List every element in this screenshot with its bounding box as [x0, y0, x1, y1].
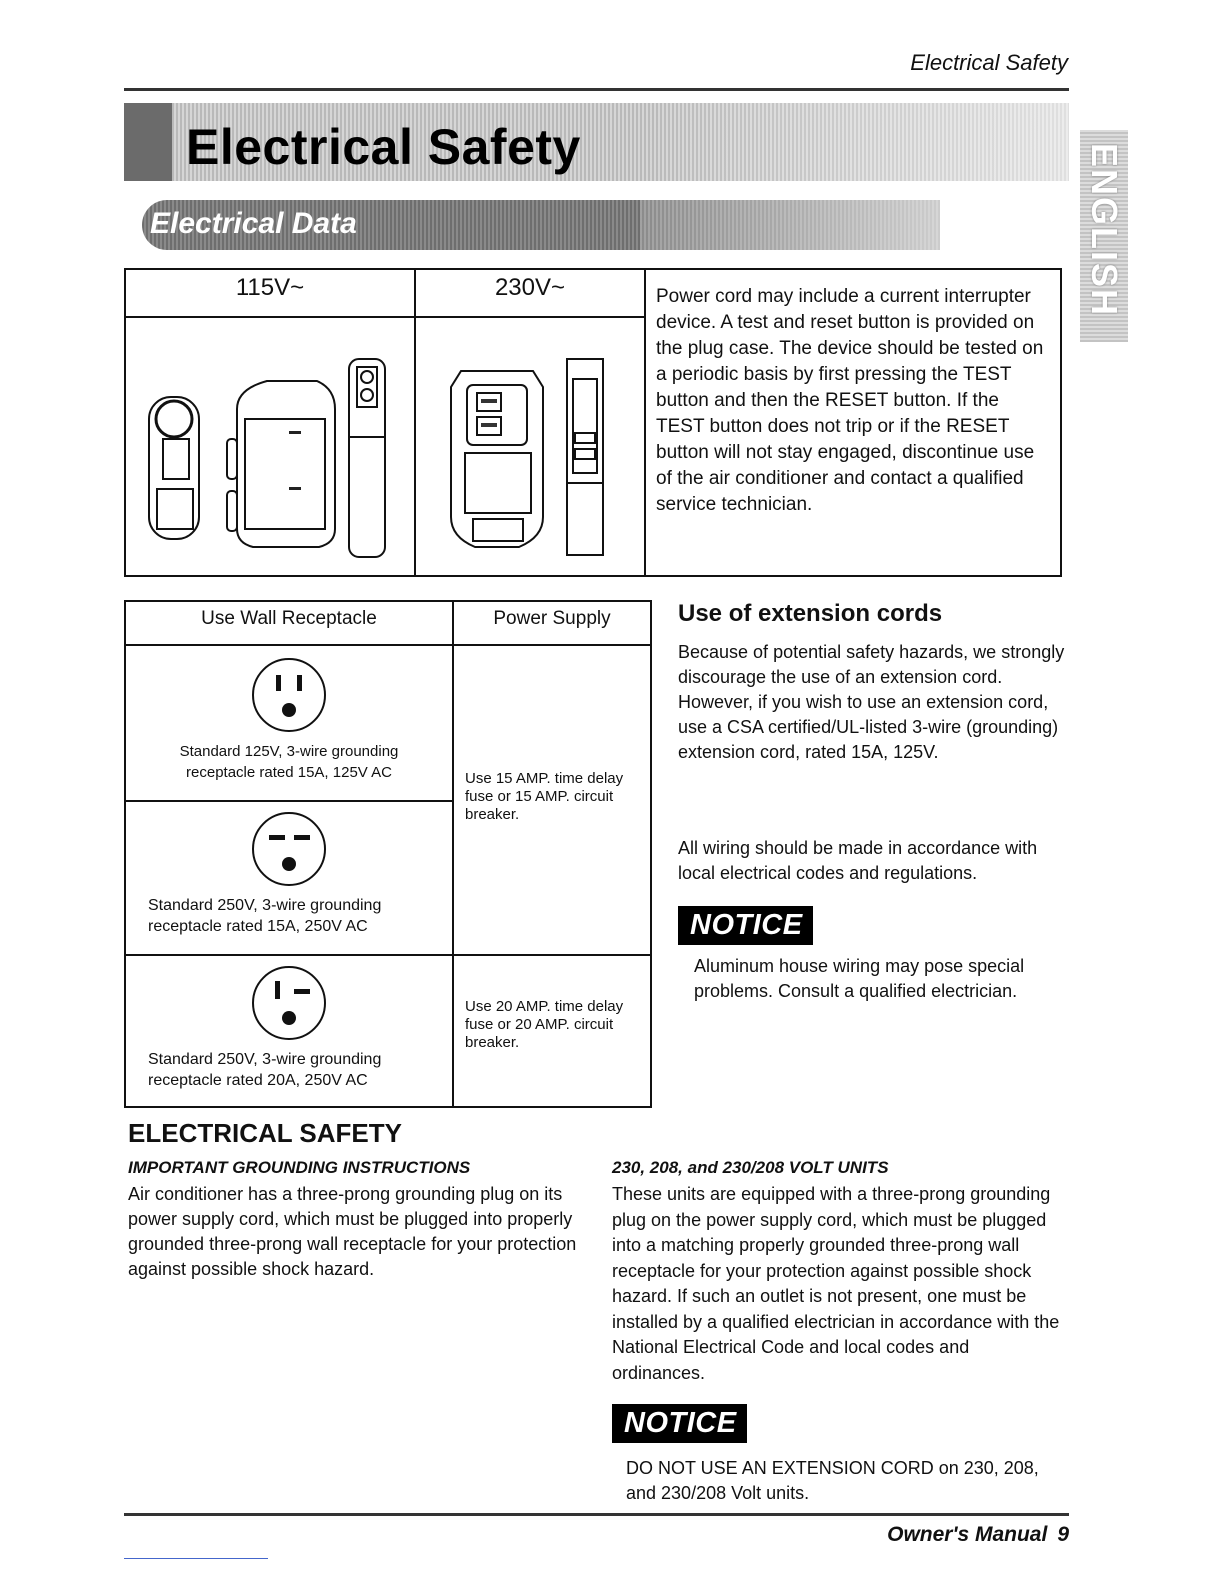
footer-link-line	[124, 1558, 268, 1559]
interrupter-description: Power cord may include a current interrupter device. A test and reset button is provided on the plug case. The device should be tested on a periodic basis by first pressing the TEST button and then the RESET button. If the TEST button does not trip or if the RESET button will not stay engaged, discontinue use of the air conditioner and contact a qualified service technician.	[645, 269, 1061, 576]
grounding-instructions-title: IMPORTANT GROUNDING INSTRUCTIONS	[128, 1158, 471, 1177]
running-header: Electrical Safety	[910, 50, 1068, 75]
wiring-note: All wiring should be made in accordance with local electrical codes and regulations.	[678, 838, 1038, 883]
notice-text: DO NOT USE AN EXTENSION CORD on 230, 208, and 230/208 Volt units.	[626, 1458, 1039, 1503]
plug-table	[124, 268, 1062, 577]
notice-badge: NOTICE	[678, 906, 813, 945]
notice-text: Aluminum house wiring may pose special problems. Consult a qualified electrician.	[694, 956, 1025, 1001]
power-15-cell	[453, 645, 651, 955]
header-power-supply: Power Supply	[453, 601, 651, 645]
page-title: Electrical Safety	[186, 119, 581, 175]
section-banner-fade	[640, 200, 940, 250]
receptacle-desc-line2: receptacle rated 15A, 250V AC	[148, 918, 368, 935]
extension-cords-title: Use of extension cords	[678, 600, 943, 627]
plug-230-illustration	[417, 319, 643, 569]
notice-badge: NOTICE	[612, 1404, 747, 1443]
receptacle-250v-20a-icon	[249, 963, 329, 1043]
plug-230-cell	[415, 317, 645, 576]
page-number: 9	[1057, 1523, 1069, 1546]
receptacle-desc-line1: Standard 250V, 3-wire grounding	[148, 897, 382, 914]
col-230-header: 230V~	[415, 269, 645, 317]
language-tab-label: ENGLISH	[1084, 143, 1125, 318]
bottom-rule	[124, 1513, 1069, 1516]
receptacle-row	[125, 801, 453, 955]
volt-units-title: 230, 208, and 230/208 VOLT UNITS	[612, 1158, 889, 1177]
receptacle-table	[124, 600, 652, 1108]
top-rule	[124, 88, 1069, 91]
electrical-safety-heading: ELECTRICAL SAFETY	[128, 1118, 402, 1148]
receptacle-desc-line2: receptacle rated 15A, 125V AC	[186, 764, 392, 781]
receptacle-desc-line2: receptacle rated 20A, 250V AC	[148, 1072, 368, 1089]
receptacle-125v-15a-icon	[249, 655, 329, 735]
footer-manual-title: Owner's Manual	[887, 1523, 1048, 1546]
page-footer	[887, 1523, 1069, 1547]
grounding-instructions-body: Air conditioner has a three-prong grounding plug on its power supply cord, which must be plugged into properly grounded three-prong wall receptacle for your protection against possible shock hazard.	[128, 1184, 577, 1279]
title-banner-fade	[640, 103, 1069, 181]
plug-115-cell	[125, 317, 415, 576]
col-115-header: 115V~	[125, 269, 415, 317]
receptacle-desc-line1: Standard 125V, 3-wire grounding	[179, 743, 399, 760]
volt-units-body: These units are equipped with a three-prong grounding plug on the power supply cord, which must be plugged into a matching properly grounded three-prong wall receptacle for your protection against possible shock hazard. If such an outlet is not present, one must be installed by a qualified electrician in accordance with the National Electrical Code and local codes and ordinances.	[612, 1184, 1060, 1383]
power-15-text: Use 15 AMP. time delay fuse or 15 AMP. circuit breaker.	[465, 770, 624, 823]
section-title: Electrical Data	[150, 207, 357, 240]
receptacle-row	[125, 645, 453, 801]
header-wall-receptacle: Use Wall Receptacle	[125, 601, 453, 645]
receptacle-250v-15a-icon	[249, 809, 329, 889]
power-20-text: Use 20 AMP. time delay fuse or 20 AMP. circuit breaker.	[465, 998, 624, 1051]
receptacle-row	[125, 955, 453, 1107]
power-20-cell	[453, 955, 651, 1107]
receptacle-desc-line1: Standard 250V, 3-wire grounding	[148, 1051, 382, 1068]
title-banner-block	[124, 103, 172, 181]
plug-115-illustration	[127, 319, 413, 569]
extension-cords-body: Because of potential safety hazards, we strongly discourage the use of an extension cord. However, if you wish to use an extension cord, use a CSA certified/UL-listed 3-wire (grounding) extension cord, rated 15A, 125V.	[678, 642, 1065, 762]
